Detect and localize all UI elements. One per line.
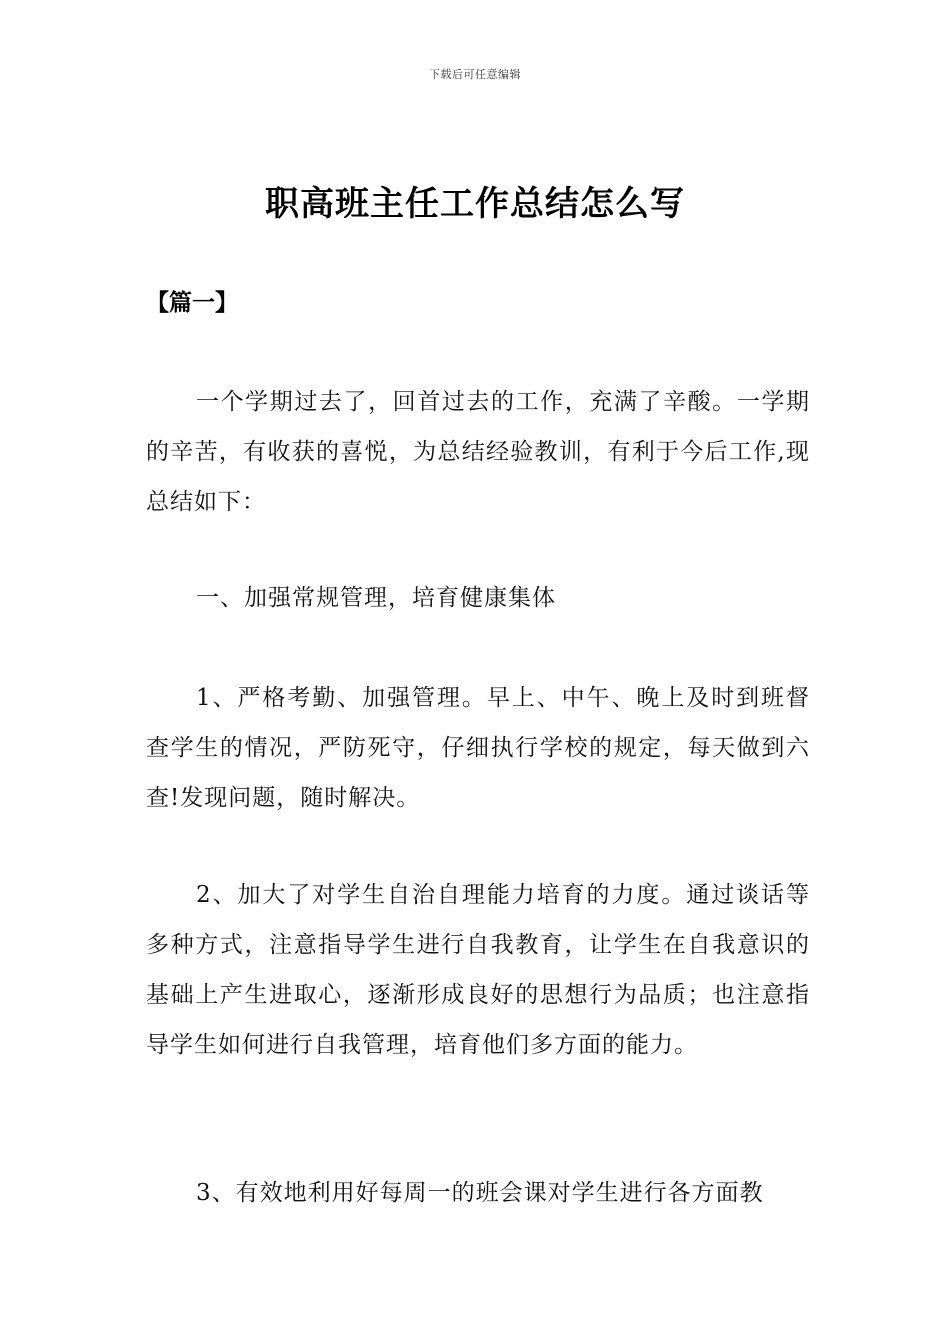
section-heading-1: 一、加强常规管理，培育健康集体 [196, 585, 556, 611]
document-title: 职高班主任工作总结怎么写 [265, 184, 685, 224]
paragraph-item-1: 1、严格考勤、加强管理。早上、中午、晚上及时到班督查学生的情况，严防死守，仔细执行学校的规定，每天做到六查!发现问题，随时解决。 [146, 685, 810, 811]
paragraph-item-2: 2、加大了对学生自治自理能力培育的力度。通过谈话等多种方式，注意指导学生进行自我教育，让学生在自我意识的基础上产生进取心，逐渐形成良好的思想行为品质；也注意指导学生如何进行自我管理，培育他们多方面的能力。 [146, 882, 810, 1058]
header-note: 下载后可任意编辑 [429, 68, 521, 81]
paragraph-item-3: 3、有效地利用好每周一的班会课对学生进行各方面教 [196, 1180, 764, 1206]
paragraph-intro: 一个学期过去了，回首过去的工作，充满了辛酸。一学期的辛苦，有收获的喜悦，为总结经验教训，有利于今后工作,现总结如下： [146, 389, 810, 515]
section-tag: 【篇一】 [146, 289, 238, 316]
